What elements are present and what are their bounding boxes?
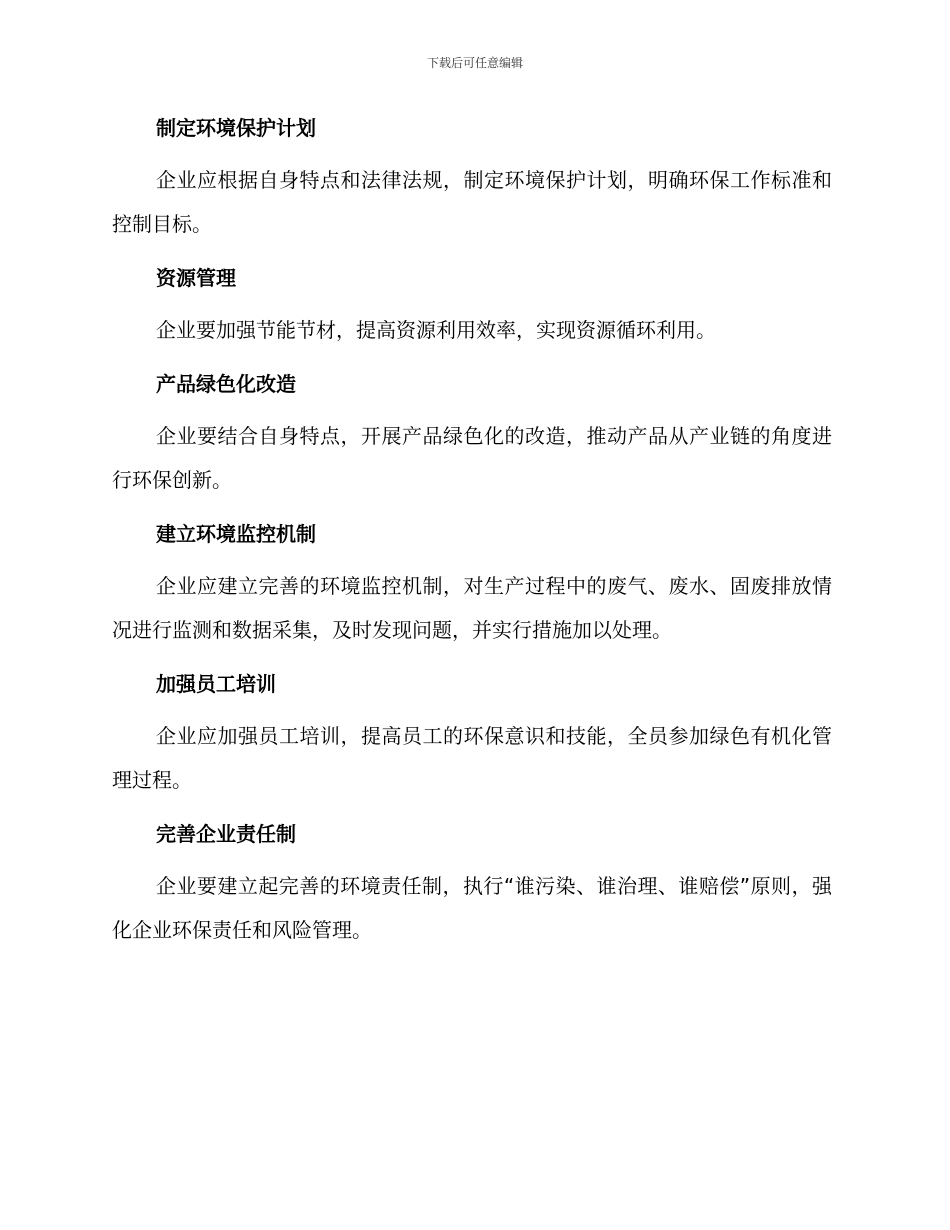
section-heading: 产品绿色化改造	[156, 372, 296, 396]
section-resource-management	[112, 260, 832, 352]
section-heading: 建立环境监控机制	[156, 522, 316, 546]
section-staff-training	[112, 666, 832, 802]
section-heading: 加强员工培训	[156, 672, 276, 696]
section-heading: 资源管理	[156, 266, 236, 290]
section-heading: 完善企业责任制	[156, 822, 296, 846]
section-paragraph: 企业要结合自身特点，开展产品绿色化的改造，推动产品从产业链的角度进行环保创新。	[112, 424, 832, 492]
section-paragraph: 企业应根据自身特点和法律法规，制定环境保护计划，明确环保工作标准和控制目标。	[112, 168, 832, 236]
section-responsibility-system	[112, 816, 832, 952]
section-paragraph: 企业应建立完善的环境监控机制，对生产过程中的废气、废水、固废排放情况进行监测和数据采集，及时发现问题，并实行措施加以处理。	[112, 574, 832, 642]
section-monitoring-mechanism	[112, 516, 832, 652]
section-heading: 制定环境保护计划	[156, 116, 316, 140]
section-paragraph: 企业要建立起完善的环境责任制，执行“谁污染、谁治理、谁赔偿”原则，强化企业环保责任和风险管理。	[112, 874, 832, 942]
section-green-product-transformation	[112, 366, 832, 502]
section-paragraph: 企业要加强节能节材，提高资源利用效率，实现资源循环利用。	[156, 318, 716, 342]
section-environmental-plan	[112, 110, 832, 246]
page-header: 下载后可任意编辑	[426, 56, 523, 70]
document-body	[112, 110, 832, 966]
section-paragraph: 企业应加强员工培训，提高员工的环保意识和技能，全员参加绿色有机化管理过程。	[112, 724, 832, 792]
